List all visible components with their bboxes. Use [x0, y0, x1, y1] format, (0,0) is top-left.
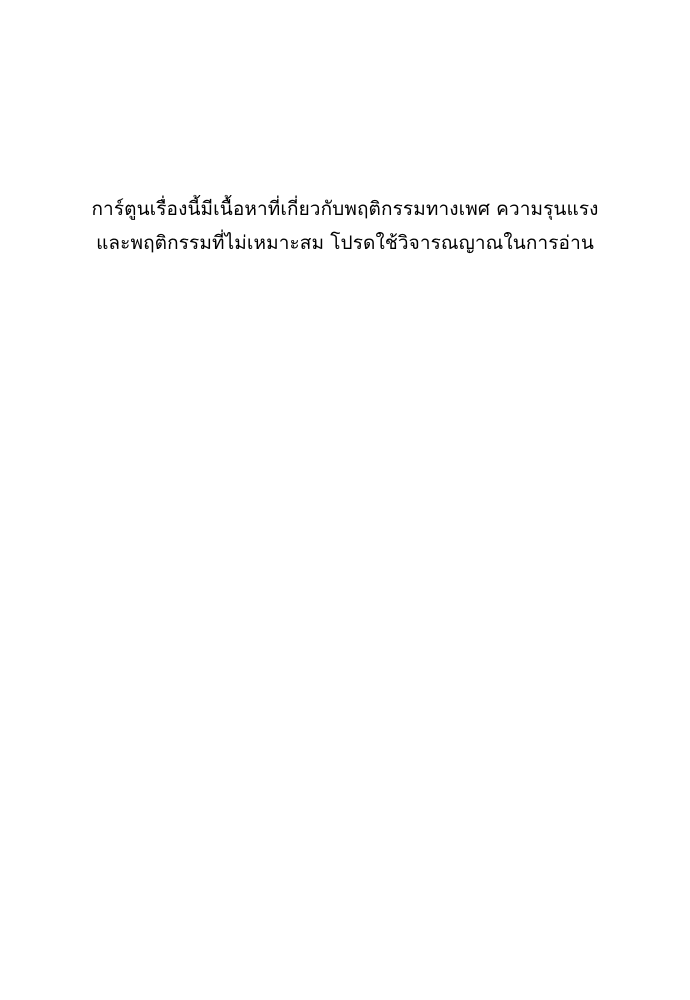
content-warning-line-2: และพฤติกรรมที่ไม่เหมาะสม โปรดใช้วิจารณญาณในการอ่าน	[96, 232, 594, 254]
content-warning-line-1: การ์ตูนเรื่องนี้มีเนื้อหาที่เกี่ยวกับพฤติกรรมทางเพศ ความรุนแรง	[91, 198, 599, 220]
content-warning-notice	[0, 192, 690, 260]
